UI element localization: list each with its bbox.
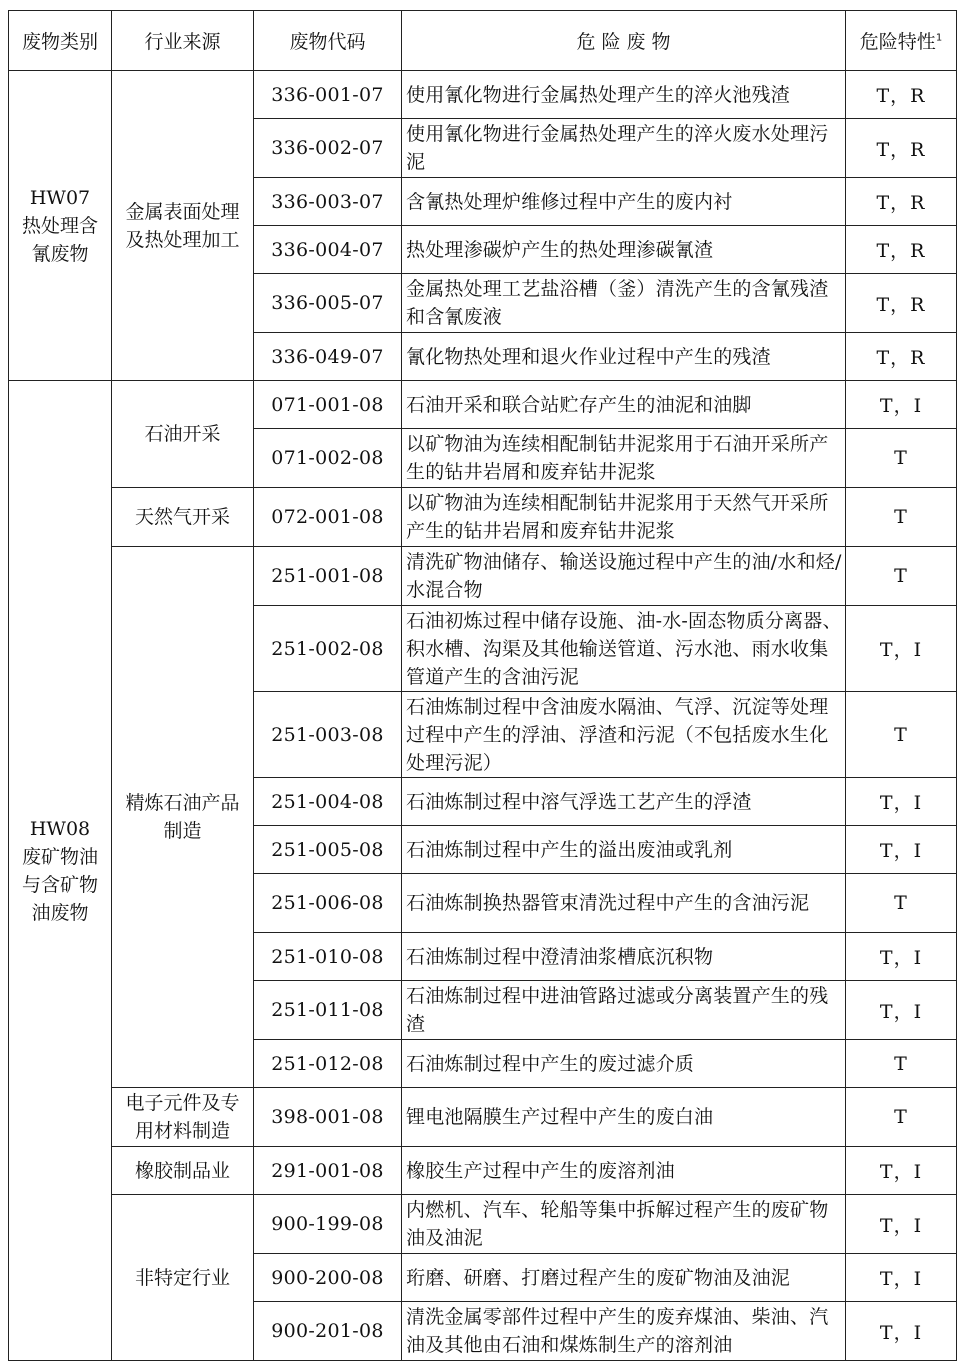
- hazard-characteristic-cell: T，I: [846, 778, 957, 826]
- waste-code-cell: 071-002-08: [254, 429, 402, 488]
- hazard-characteristic-cell: T，I: [846, 933, 957, 981]
- header-row: [9, 11, 957, 71]
- industry-cell: 精炼石油产品 制造: [112, 547, 254, 1088]
- waste-code-cell: 251-001-08: [254, 547, 402, 606]
- waste-code-cell: 251-004-08: [254, 778, 402, 826]
- waste-description-cell: 热处理渗碳炉产生的热处理渗碳氰渣: [402, 226, 846, 274]
- waste-code-cell: 336-004-07: [254, 226, 402, 274]
- waste-code-cell: 071-001-08: [254, 381, 402, 429]
- waste-description-cell: 锂电池隔膜生产过程中产生的废白油: [402, 1088, 846, 1147]
- waste-description-cell: 使用氰化物进行金属热处理产生的淬火池残渣: [402, 71, 846, 119]
- waste-description-cell: 金属热处理工艺盐浴槽（釜）清洗产生的含氰残渣和含氰废液: [402, 274, 846, 333]
- hazard-characteristic-cell: T，I: [846, 826, 957, 874]
- hazard-characteristic-cell: T，I: [846, 1302, 957, 1361]
- header-code: 废物代码: [254, 11, 402, 71]
- industry-cell: 非特定行业: [112, 1195, 254, 1361]
- hazard-characteristic-cell: T: [846, 547, 957, 606]
- table-row: [9, 381, 957, 429]
- waste-description-cell: 含氰热处理炉维修过程中产生的废内衬: [402, 178, 846, 226]
- waste-code-cell: 291-001-08: [254, 1147, 402, 1195]
- industry-cell: 金属表面处理 及热处理加工: [112, 71, 254, 381]
- hazard-characteristic-cell: T，I: [846, 1195, 957, 1254]
- hazardous-waste-table: [8, 10, 957, 1361]
- waste-code-cell: 251-003-08: [254, 692, 402, 778]
- hazard-characteristic-cell: T，I: [846, 381, 957, 429]
- footnote-marker: 1: [935, 32, 943, 44]
- hazard-characteristic-cell: T，R: [846, 71, 957, 119]
- waste-code-cell: 336-005-07: [254, 274, 402, 333]
- category-cell: HW07 热处理含 氰废物: [9, 71, 112, 381]
- hazard-characteristic-cell: T，I: [846, 981, 957, 1040]
- industry-cell: 天然气开采: [112, 488, 254, 547]
- hazard-characteristic-cell: T: [846, 874, 957, 933]
- hazard-characteristic-cell: T，I: [846, 1147, 957, 1195]
- hazard-characteristic-cell: T，R: [846, 119, 957, 178]
- industry-cell: 石油开采: [112, 381, 254, 488]
- header-waste: 危 险 废 物: [402, 11, 846, 71]
- hazard-characteristic-cell: T，I: [846, 1254, 957, 1302]
- waste-code-cell: 336-003-07: [254, 178, 402, 226]
- waste-description-cell: 石油开采和联合站贮存产生的油泥和油脚: [402, 381, 846, 429]
- waste-description-cell: 石油初炼过程中储存设施、油-水-固态物质分离器、积水槽、沟渠及其他输送管道、污水池、雨水收集管道产生的含油污泥: [402, 606, 846, 692]
- waste-code-cell: 072-001-08: [254, 488, 402, 547]
- waste-code-cell: 336-049-07: [254, 333, 402, 381]
- waste-description-cell: 石油炼制过程中产生的废过滤介质: [402, 1040, 846, 1088]
- waste-description-cell: 石油炼制过程中含油废水隔油、气浮、沉淀等处理过程中产生的浮油、浮渣和污泥（不包括废水生化处理污泥）: [402, 692, 846, 778]
- waste-description-cell: 石油炼制过程中溶气浮选工艺产生的浮渣: [402, 778, 846, 826]
- table-row: [9, 1147, 957, 1195]
- waste-code-cell: 336-002-07: [254, 119, 402, 178]
- waste-description-cell: 使用氰化物进行金属热处理产生的淬火废水处理污泥: [402, 119, 846, 178]
- waste-description-cell: 石油炼制过程中进油管路过滤或分离装置产生的残渣: [402, 981, 846, 1040]
- waste-code-cell: 251-005-08: [254, 826, 402, 874]
- hazard-characteristic-cell: T: [846, 1040, 957, 1088]
- waste-code-cell: 900-199-08: [254, 1195, 402, 1254]
- waste-code-cell: 251-002-08: [254, 606, 402, 692]
- table-body: [9, 71, 957, 1361]
- hazard-characteristic-cell: T: [846, 1088, 957, 1147]
- waste-description-cell: 珩磨、研磨、打磨过程产生的废矿物油及油泥: [402, 1254, 846, 1302]
- waste-description-cell: 石油炼制过程中澄清油浆槽底沉积物: [402, 933, 846, 981]
- waste-code-cell: 251-006-08: [254, 874, 402, 933]
- waste-description-cell: 以矿物油为连续相配制钻井泥浆用于石油开采所产生的钻井岩屑和废弃钻井泥浆: [402, 429, 846, 488]
- hazard-characteristic-cell: T，R: [846, 274, 957, 333]
- industry-cell: 橡胶制品业: [112, 1147, 254, 1195]
- waste-code-cell: 336-001-07: [254, 71, 402, 119]
- header-industry: 行业来源: [112, 11, 254, 71]
- table-row: [9, 547, 957, 606]
- waste-code-cell: 251-010-08: [254, 933, 402, 981]
- waste-code-cell: 398-001-08: [254, 1088, 402, 1147]
- waste-description-cell: 橡胶生产过程中产生的废溶剂油: [402, 1147, 846, 1195]
- waste-description-cell: 石油炼制过程中产生的溢出废油或乳剂: [402, 826, 846, 874]
- header-characteristic-label: 危险特性: [859, 31, 936, 53]
- category-cell: HW08 废矿物油 与含矿物 油废物: [9, 381, 112, 1361]
- waste-code-cell: 251-011-08: [254, 981, 402, 1040]
- waste-description-cell: 内燃机、汽车、轮船等集中拆解过程产生的废矿物油及油泥: [402, 1195, 846, 1254]
- table-row: [9, 488, 957, 547]
- header-characteristic: [846, 11, 957, 71]
- hazard-characteristic-cell: T: [846, 488, 957, 547]
- hazard-characteristic-cell: T，R: [846, 226, 957, 274]
- waste-description-cell: 清洗矿物油储存、输送设施过程中产生的油/水和烃/水混合物: [402, 547, 846, 606]
- hazard-characteristic-cell: T，R: [846, 178, 957, 226]
- waste-description-cell: 清洗金属零部件过程中产生的废弃煤油、柴油、汽油及其他由石油和煤炼制生产的溶剂油: [402, 1302, 846, 1361]
- waste-code-cell: 251-012-08: [254, 1040, 402, 1088]
- waste-description-cell: 氰化物热处理和退火作业过程中产生的残渣: [402, 333, 846, 381]
- waste-code-cell: 900-201-08: [254, 1302, 402, 1361]
- industry-cell: 电子元件及专 用材料制造: [112, 1088, 254, 1147]
- hazard-characteristic-cell: T，I: [846, 606, 957, 692]
- header-category: 废物类别: [9, 11, 112, 71]
- hazard-characteristic-cell: T: [846, 692, 957, 778]
- hazard-characteristic-cell: T: [846, 429, 957, 488]
- hazard-characteristic-cell: T，R: [846, 333, 957, 381]
- table-row: [9, 1088, 957, 1147]
- table-row: [9, 1195, 957, 1254]
- waste-description-cell: 石油炼制换热器管束清洗过程中产生的含油污泥: [402, 874, 846, 933]
- table-row: [9, 71, 957, 119]
- waste-description-cell: 以矿物油为连续相配制钻井泥浆用于天然气开采所产生的钻井岩屑和废弃钻井泥浆: [402, 488, 846, 547]
- waste-code-cell: 900-200-08: [254, 1254, 402, 1302]
